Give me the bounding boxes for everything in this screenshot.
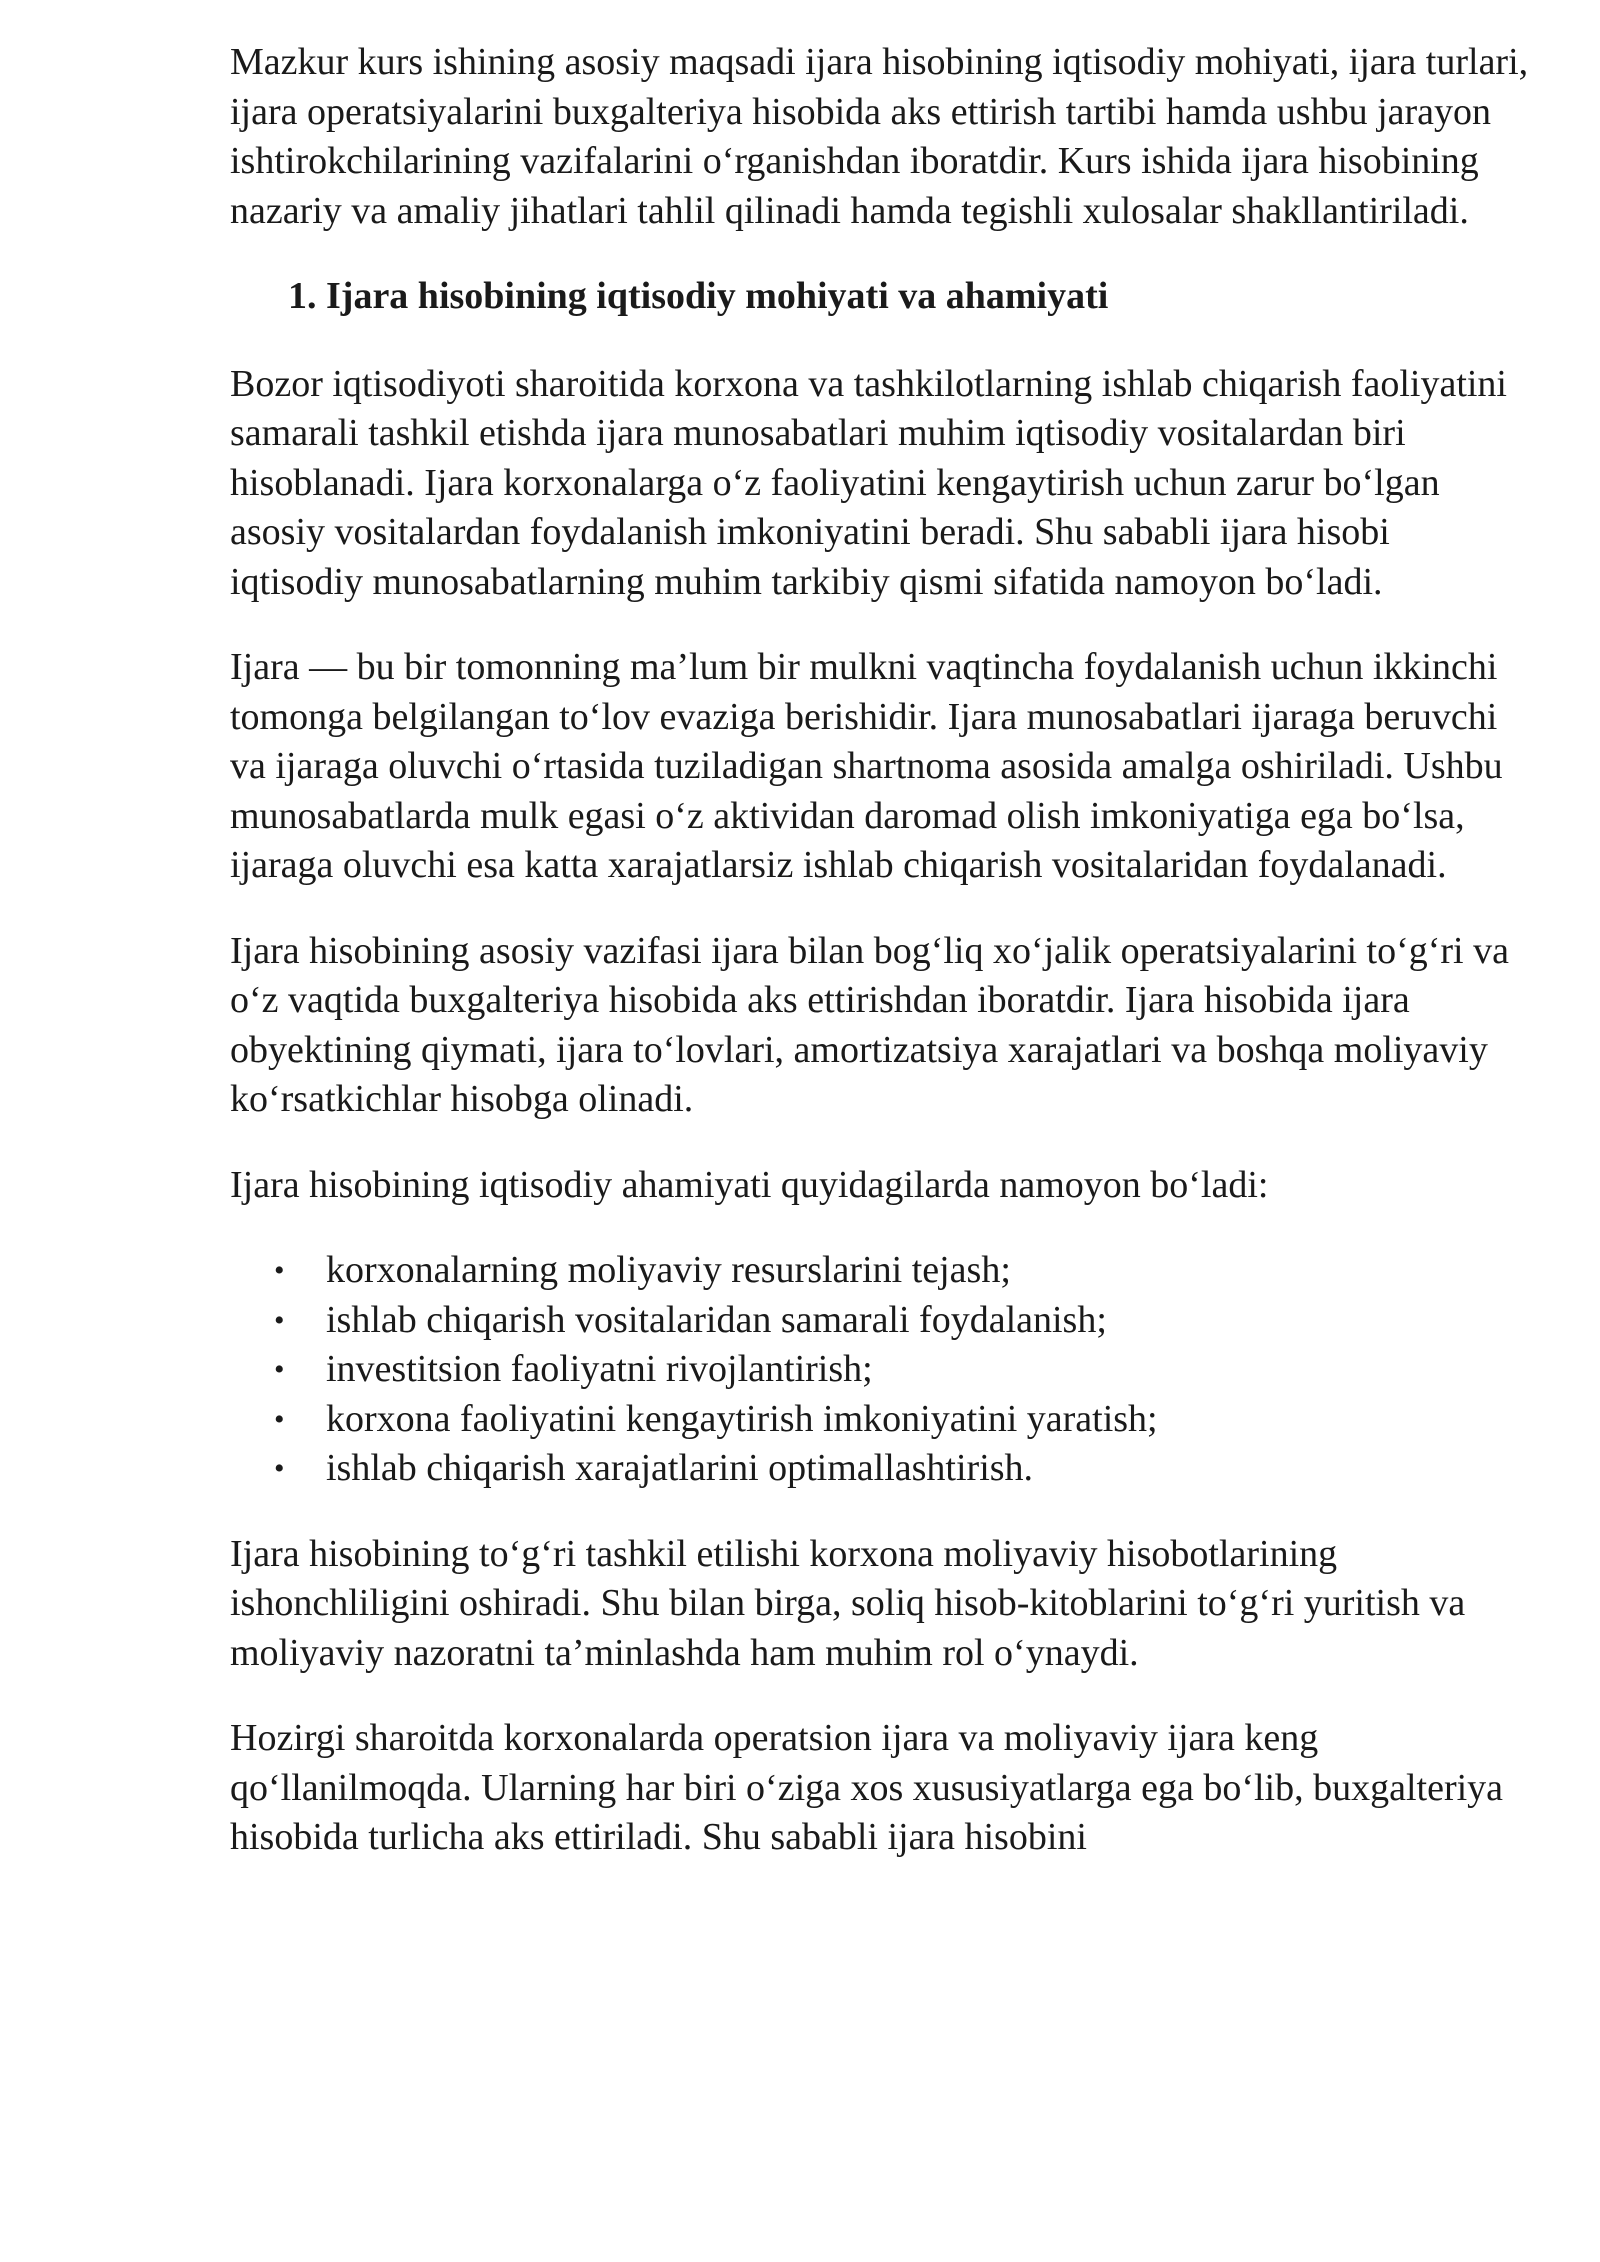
list-item: [274, 1296, 1530, 1346]
bullet-icon: •: [274, 1452, 285, 1485]
bullet-icon: •: [274, 1402, 285, 1436]
body-paragraph: Hozirgi sharoitda korxonalarda operatsion ijara va moliyaviy ijara keng qo‘llanilmoqda. Ularning har biri o‘ziga xos xususiyatlarga ega bo‘lib, buxgalteriya hisobida turlicha aks ettiriladi. Shu sababli ijara hisobini: [230, 1717, 1504, 1858]
list-item-text: korxonalarning moliyaviy resurslarini tejash;: [326, 1249, 1011, 1291]
section-heading: 1. Ijara hisobining iqtisodiy mohiyati va ahamiyati: [288, 275, 1109, 317]
bullet-icon: •: [274, 1254, 285, 1287]
bullet-icon: •: [274, 1303, 285, 1337]
bullet-list: [230, 1246, 1530, 1494]
body-paragraph: Ijara hisobining to‘g‘ri tashkil etilishi korxona moliyaviy hisobotlarining ishonchliligini oshiradi. Shu bilan birga, soliq hisob-kitoblarini to‘g‘ri yuritish va moliyaviy nazoratni ta’minlashda ham muhim rol o‘ynaydi.: [230, 1532, 1466, 1674]
list-item: [274, 1345, 1530, 1395]
list-item-text: investitsion faoliyatni rivojlantirish;: [326, 1348, 873, 1390]
list-item-text: ishlab chiqarish vositalaridan samarali foydalanish;: [326, 1298, 1107, 1341]
list-item-text: ishlab chiqarish xarajatlarini optimallashtirish.: [326, 1447, 1034, 1489]
list-item: [274, 1395, 1530, 1445]
list-intro-paragraph: Ijara hisobining iqtisodiy ahamiyati quyidagilarda namoyon bo‘ladi:: [230, 1163, 1269, 1206]
list-item: [274, 1444, 1530, 1494]
list-item-text: korxona faoliyatini kengaytirish imkoniyatini yaratish;: [326, 1397, 1158, 1440]
body-paragraph: Ijara — bu bir tomonning ma’lum bir mulkni vaqtincha foydalanish uchun ikkinchi tomonga belgilangan to‘lov evaziga berishidir. Ijara munosabatlari ijaraga beruvchi va ijaraga oluvchi o‘rtasida tuziladigan shartnoma asosida amalga oshiriladi. Ushbu munosabatlarda mulk egasi o‘z aktividan daromad olish imkoniyatiga ega bo‘lsa, ijaraga oluvchi esa katta xarajatlarsiz ishlab chiqarish vositalaridan foydalanadi.: [230, 646, 1503, 886]
document-page: [230, 38, 1530, 1899]
intro-paragraph: Mazkur kurs ishining asosiy maqsadi ijara hisobining iqtisodiy mohiyati, ijara turlari, ijara operatsiyalarini buxgalteriya hisobida aks ettirish tartibi hamda ushbu jarayon ishtirokchilarining vazifalarini o‘rganishdan iboratdir. Kurs ishida ijara hisobining nazariy va amaliy jihatlari tahlil qilinadi hamda tegishli xulosalar shakllantiriladi.: [230, 41, 1529, 232]
list-item: [274, 1246, 1530, 1296]
body-paragraph: Ijara hisobining asosiy vazifasi ijara bilan bog‘liq xo‘jalik operatsiyalarini to‘g‘ri va o‘z vaqtida buxgalteriya hisobida aks ettirishdan iboratdir. Ijara hisobida ijara obyektining qiymati, ijara to‘lovlari, amortizatsiya xarajatlari va boshqa moliyaviy ko‘rsatkichlar hisobga olinadi.: [230, 929, 1509, 1120]
bullet-icon: •: [274, 1353, 285, 1386]
body-paragraph: Bozor iqtisodiyoti sharoitida korxona va tashkilotlarning ishlab chiqarish faoliyatini samarali tashkil etishda ijara munosabatlari muhim iqtisodiy vositalardan biri hisoblanadi. Ijara korxonalarga o‘z faoliyatini kengaytirish uchun zarur bo‘lgan asosiy vositalardan foydalanish imkoniyatini beradi. Shu sababli ijara hisobi iqtisodiy munosabatlarning muhim tarkibiy qismi sifatida namoyon bo‘ladi.: [230, 362, 1507, 603]
